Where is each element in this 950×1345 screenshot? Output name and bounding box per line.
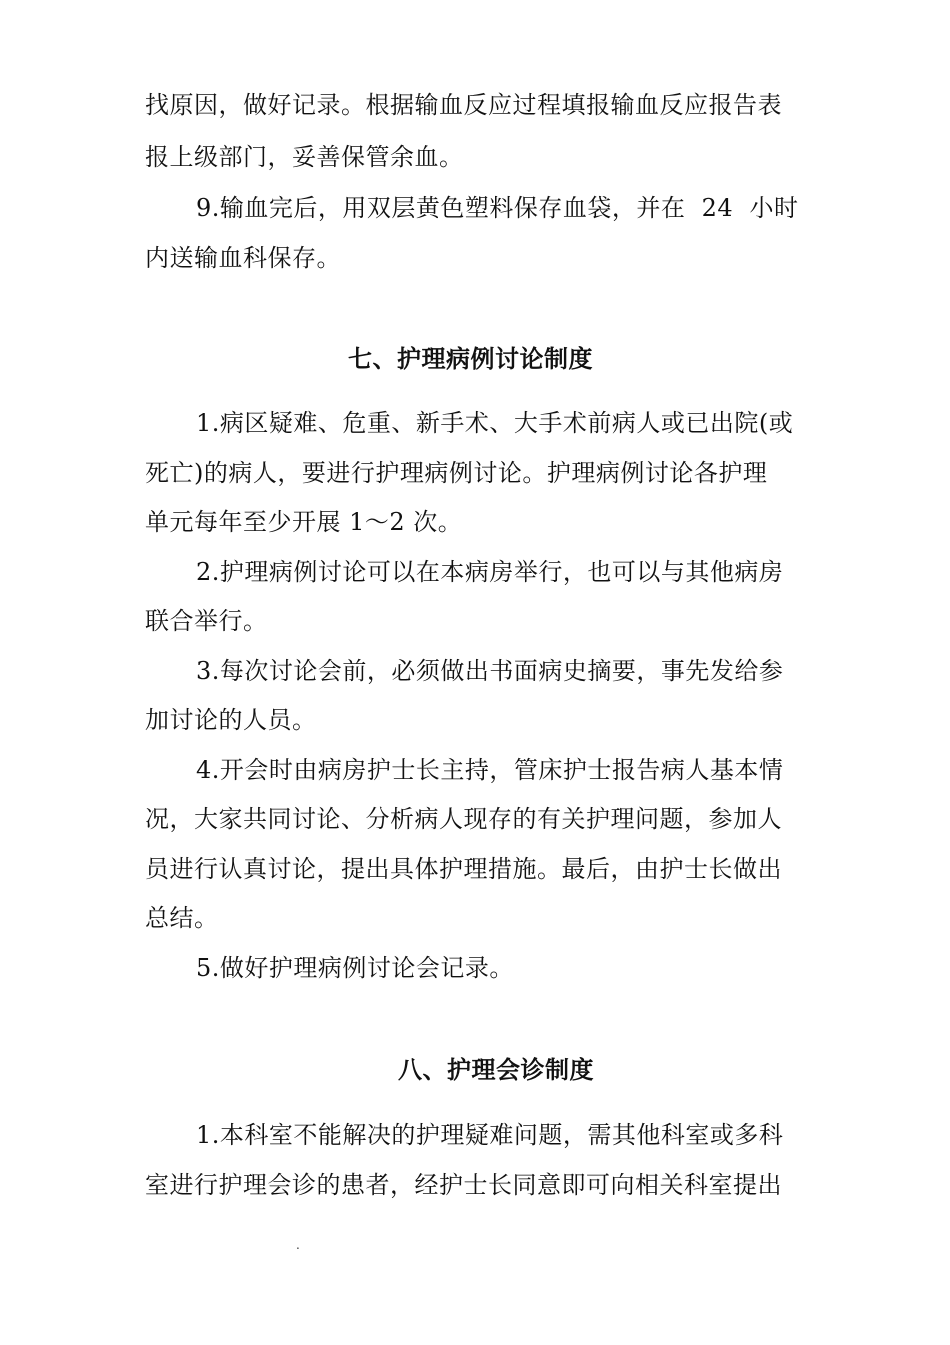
footer-mark: . (296, 1238, 300, 1252)
paragraph-line: 联合举行。 (145, 607, 268, 635)
paragraph-line: 总结。 (145, 904, 219, 932)
section-heading: 八、护理会诊制度 (398, 1056, 594, 1084)
paragraph-line: 2.护理病例讨论可以在本病房举行，也可以与其他病房 (196, 558, 784, 586)
paragraph-line: 找原因，做好记录。根据输血反应过程填报输血反应报告表 (145, 91, 782, 119)
paragraph-line: 报上级部门，妥善保管余血。 (145, 143, 464, 171)
paragraph-line: 室进行护理会诊的患者，经护士长同意即可向相关科室提出 (145, 1171, 782, 1199)
paragraph-line: 1.本科室不能解决的护理疑难问题，需其他科室或多科 (196, 1121, 784, 1149)
paragraph-line: 9.输血完后，用双层黄色塑料保存血袋，并在 24 小时 (196, 194, 799, 222)
section-heading: 七、护理病例讨论制度 (348, 345, 593, 373)
paragraph-line: 1.病区疑难、危重、新手术、大手术前病人或已出院(或 (196, 409, 794, 437)
paragraph-line: 况，大家共同讨论、分析病人现存的有关护理问题，参加人 (145, 805, 782, 833)
paragraph-line: 单元每年至少开展 1～2 次。 (145, 508, 463, 536)
paragraph-line: 加讨论的人员。 (145, 706, 317, 734)
paragraph-line: 3.每次讨论会前，必须做出书面病史摘要，事先发给参 (196, 657, 784, 685)
paragraph-line: 4.开会时由病房护士长主持，管床护士报告病人基本情 (196, 756, 784, 784)
paragraph-line: 5.做好护理病例讨论会记录。 (196, 954, 514, 982)
paragraph-line: 员进行认真讨论，提出具体护理措施。最后，由护士长做出 (145, 855, 782, 883)
paragraph-line: 死亡)的病人，要进行护理病例讨论。护理病例讨论各护理 (145, 459, 768, 487)
paragraph-line: 内送输血科保存。 (145, 244, 341, 272)
